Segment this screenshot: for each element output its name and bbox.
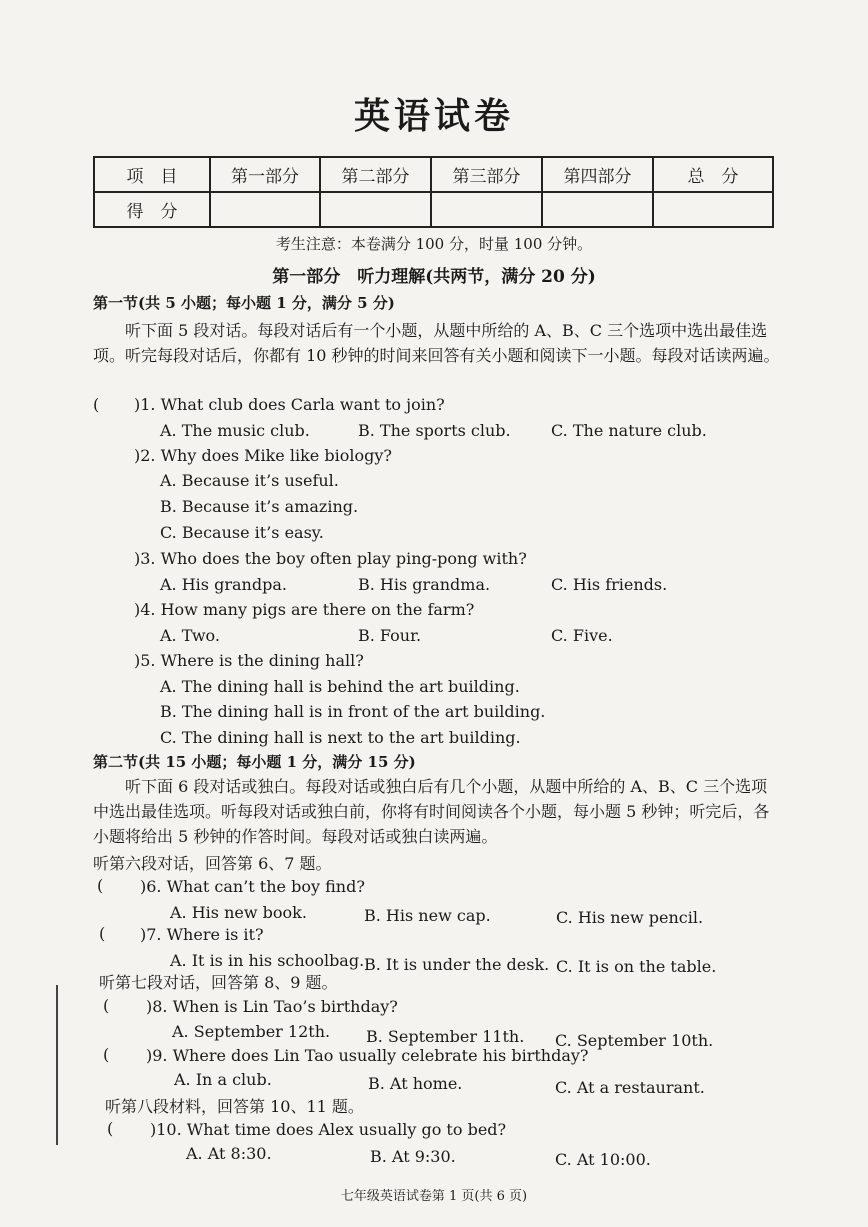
section1-header: 第一节(共 5 小题；每小题 1 分，满分 5 分): [93, 294, 395, 312]
option: A. The dining hall is behind the art building.: [160, 677, 520, 696]
score-entry-cell: [542, 192, 653, 227]
dialog-intro: 听第六段对话，回答第 6、7 题。: [93, 854, 332, 873]
option: B. Four.: [358, 626, 422, 645]
score-entry-cell: [320, 192, 431, 227]
score-table-header-row: [94, 157, 773, 192]
option: C. The nature club.: [551, 421, 707, 440]
dialog-intro: 听第七段对话，回答第 8、9 题。: [99, 973, 338, 992]
answer-paren: (: [103, 996, 110, 1015]
option: A. Two.: [160, 626, 220, 645]
option: A. Because it’s useful.: [160, 471, 339, 490]
question-8: )8. When is Lin Tao’s birthday?: [146, 997, 398, 1016]
option: C. Because it’s easy.: [160, 523, 324, 542]
option: B. The dining hall is in front of the art building.: [160, 702, 546, 721]
option: B. His grandma.: [358, 575, 491, 594]
option: C. September 10th.: [555, 1031, 714, 1050]
option: C. His friends.: [551, 575, 668, 594]
margin-binding-line: [56, 985, 58, 1145]
table-cell: 第四部分: [542, 157, 653, 192]
option: A. In a club.: [174, 1070, 272, 1089]
option: C. His new pencil.: [556, 908, 704, 927]
score-entry-cell: [653, 192, 773, 227]
question-6: )6. What can’t the boy find?: [140, 877, 365, 896]
question-3: )3. Who does the boy often play ping-pong with?: [134, 549, 527, 568]
answer-paren: (: [97, 876, 104, 895]
question-4: )4. How many pigs are there on the farm?: [134, 600, 475, 619]
option: A. The music club.: [160, 421, 310, 440]
option: A. His new book.: [170, 903, 307, 922]
part1-header: 第一部分 听力理解(共两节，满分 20 分): [272, 267, 596, 287]
option: A. His grandpa.: [160, 575, 287, 594]
option: A. At 8:30.: [186, 1144, 272, 1163]
option: A. September 12th.: [172, 1022, 331, 1041]
option: B. His new cap.: [364, 906, 491, 925]
table-cell: 项 目: [94, 157, 210, 192]
option: B. At home.: [368, 1074, 463, 1093]
answer-paren: (: [93, 395, 100, 414]
question-1: )1. What club does Carla want to join?: [134, 395, 445, 414]
option: B. At 9:30.: [370, 1147, 456, 1166]
question-5: )5. Where is the dining hall?: [134, 651, 364, 670]
answer-paren: (: [103, 1045, 110, 1064]
answer-paren: (: [99, 924, 106, 943]
option: B. Because it’s amazing.: [160, 497, 359, 516]
page-footer: 七年级英语试卷第 1 页(共 6 页): [340, 1189, 528, 1204]
table-cell: 总 分: [653, 157, 773, 192]
option: B. September 11th.: [366, 1027, 525, 1046]
option: B. The sports club.: [358, 421, 511, 440]
option: C. It is on the table.: [556, 957, 717, 976]
option: C. Five.: [551, 626, 613, 645]
section2-instructions: 听下面 6 段对话或独白。每段对话或独白后有几个小题，从题中所给的 A、B、C 三个选项中选出最佳选项。听每段对话或独白前，你将有时间阅读各个小题，每小题 5 秒钟；听完后，各小题将给出 5 秒钟的作答时间。每段对话或独白读两遍。: [93, 777, 770, 846]
table-cell: 得 分: [94, 192, 210, 227]
option: C. At a restaurant.: [555, 1078, 705, 1097]
section2-header: 第二节(共 15 小题；每小题 1 分，满分 15 分): [93, 753, 416, 771]
page-title: 英语试卷: [353, 95, 514, 137]
dialog-intro: 听第八段材料，回答第 10、11 题。: [105, 1097, 364, 1116]
question-2: )2. Why does Mike like biology?: [134, 446, 392, 465]
exam-notice: 考生注意：本卷满分 100 分，时量 100 分钟。: [275, 235, 593, 253]
answer-paren: (: [107, 1119, 114, 1138]
table-cell: 第二部分: [320, 157, 431, 192]
score-table: [93, 156, 774, 228]
option: C. The dining hall is next to the art building.: [160, 728, 521, 747]
option: C. At 10:00.: [555, 1150, 651, 1169]
option: B. It is under the desk.: [364, 955, 550, 974]
score-table-score-row: [94, 192, 773, 227]
question-9: )9. Where does Lin Tao usually celebrate his birthday?: [146, 1046, 589, 1065]
section1-instructions: 听下面 5 段对话。每段对话后有一个小题，从题中所给的 A、B、C 三个选项中选出最佳选项。听完每段对话后，你都有 10 秒钟的时间来回答有关小题和阅读下一小题。每段对话读两遍。: [93, 321, 780, 365]
score-entry-cell: [210, 192, 320, 227]
option: A. It is in his schoolbag.: [170, 951, 365, 970]
question-7: )7. Where is it?: [140, 925, 264, 944]
table-cell: 第三部分: [431, 157, 542, 192]
score-entry-cell: [431, 192, 542, 227]
table-cell: 第一部分: [210, 157, 320, 192]
question-10: )10. What time does Alex usually go to bed?: [150, 1120, 507, 1139]
